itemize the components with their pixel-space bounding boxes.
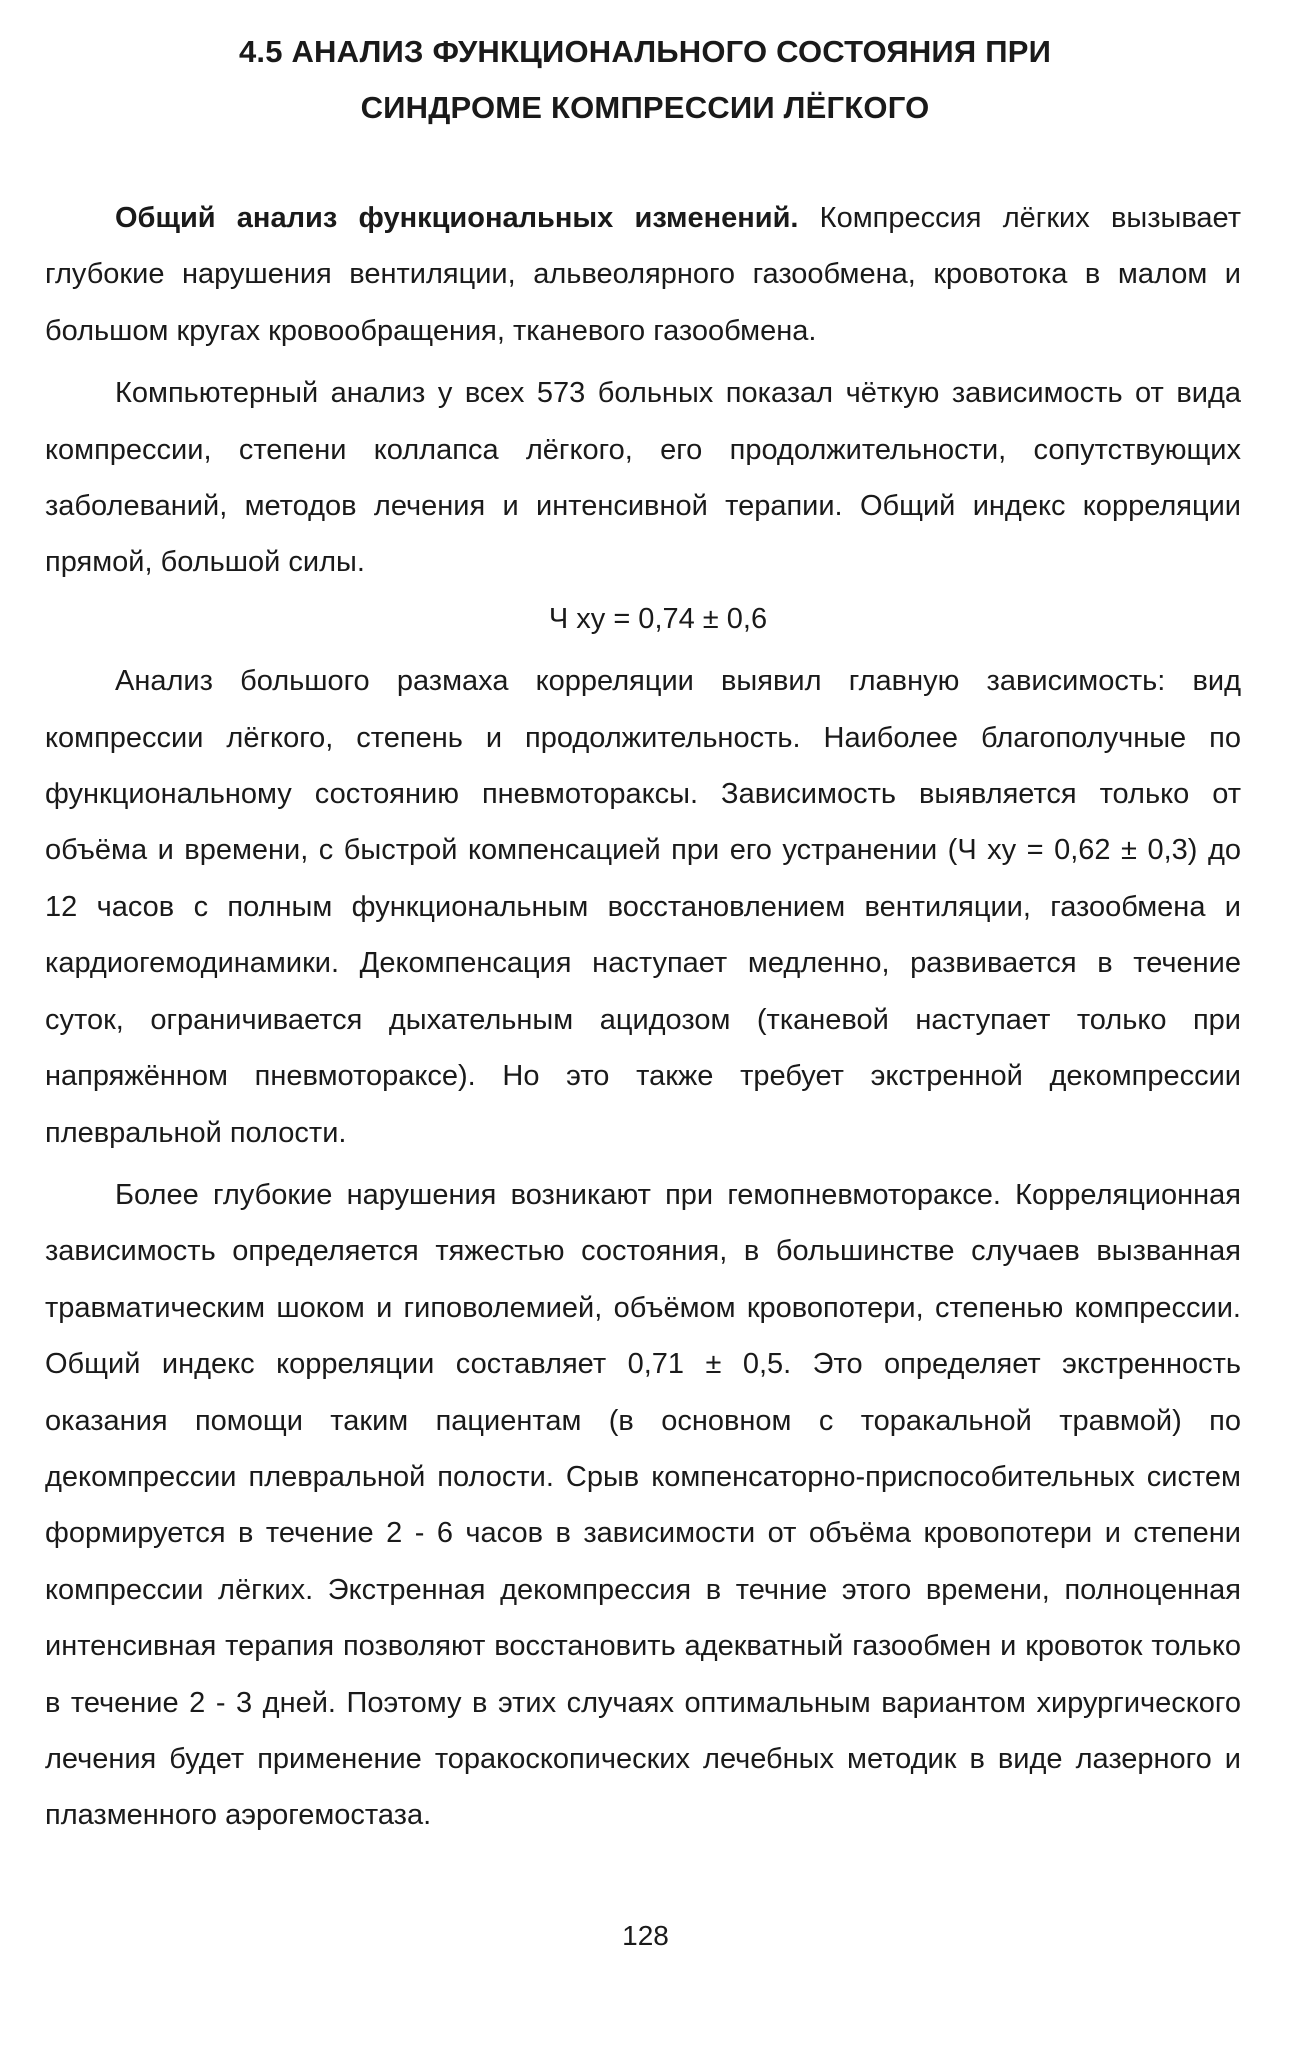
paragraph-computer-analysis: Компьютерный анализ у всех 573 больных показал чёткую зависимость от вида компрессии, степени коллапса лёгкого, его продолжительности, сопутствующих заболеваний, методов лечения и интенсивной терапии. Общий индекс корреляции прямой, большой силы.: [45, 377, 1241, 579]
page-number: 128: [622, 1920, 669, 1951]
section-heading-line-1: 4.5 АНАЛИЗ ФУНКЦИОНАЛЬНОГО СОСТОЯНИЯ ПРИ: [238, 34, 1052, 69]
paragraph-pneumothorax: Анализ большого размаха корреляции выявил главную зависимость: вид компрессии лёгкого, степень и продолжительность. Наиболее благополучные по функциональному состоянию пневмотораксы. Зависимость выявляется только от объёма и времени, с быстрой компенсацией при его устранении (Ч ху = 0,62 ± 0,3) до 12 часов с полным функциональным восстановлением вентиляции, газообмена и кардиогемодинамики. Декомпенсация наступает медленно, развивается в течение суток, ограничивается дыхательным ацидозом (тканевой наступает только при напряжённом пневмотораксе). Но это также требует экстренной декомпрессии плевральной полости.: [45, 665, 1241, 1149]
paragraph-hemopneumothorax: Более глубокие нарушения возникают при гемопневмотораксе. Корреляционная зависимость определяется тяжестью состояния, в большинстве случаев вызванная травматическим шоком и гиповолемией, объёмом кровопотери, степенью компрессии. Общий индекс корреляции составляет 0,71 ± 0,5. Это определяет экстренность оказания помощи таким пациентам (в основном с торакальной травмой) по декомпрессии плевральной полости. Срыв компенсаторно-приспособительных систем формируется в течение 2 - 6 часов в зависимости от объёма кровопотери и степени компрессии лёгких. Экстренная декомпрессия в течние этого времени, полноценная интенсивная терапия позволяют восстановить адекватный газообмен и кровоток только в течение 2 - 3 дней. Поэтому в этих случаях оптимальным вариантом хирургического лечения будет применение торакоскопических лечебных методик в виде лазерного и плазменного аэрогемостаза.: [45, 1178, 1241, 1832]
section-heading-line-2: СИНДРОМЕ КОМПРЕССИИ ЛЁГКОГО: [360, 90, 930, 125]
paragraph-lead-heading: Общий анализ функциональных изменений.: [115, 202, 799, 234]
paragraph-general-analysis: [45, 190, 1241, 359]
section-heading: [140, 24, 1150, 136]
correlation-formula: Ч ху = 0,74 ± 0,6: [548, 602, 768, 635]
paragraph-general-analysis-text: Компрессия лёгких вызывает глубокие нарушения вентиляции, альвеолярного газообмена, кровотока в малом и большом кругах кровообращения, тканевого газообмена.: [45, 202, 1241, 347]
body-text: [45, 190, 1241, 1844]
